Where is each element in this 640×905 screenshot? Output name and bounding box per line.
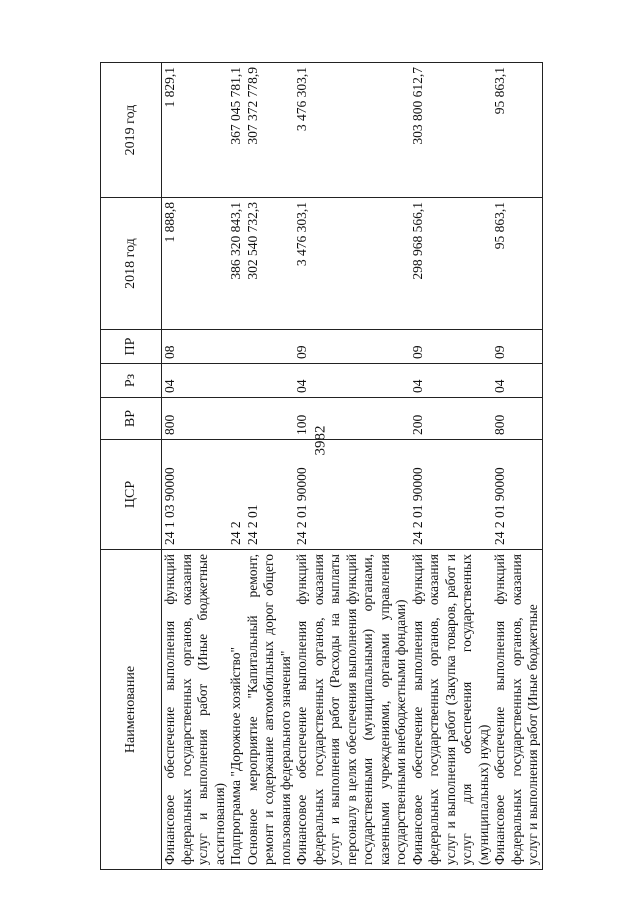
row-vr [228, 398, 245, 440]
row-vr [245, 398, 295, 440]
row-pr [228, 330, 245, 364]
row-name: Основное мероприятие "Капитальный ремонт, ремонт и содержание автомобильных дорог общего пользования федерального значения" [245, 550, 295, 870]
row-rz [228, 364, 245, 398]
rotated-page-content [100, 63, 600, 870]
row-vr: 100 [294, 398, 410, 440]
row-name: Финансовое обеспечение выполнения функций федеральных государственных органов, оказания услуг и выполнения работ (Расходы на выплаты персоналу в целях обеспечения выполнения функций государственными (муниципальными) органами, казенными учреждениями, органами управления государственными внебюджетными фондами) [294, 550, 410, 870]
row-rz: 04 [410, 364, 493, 398]
row-name: Подпрограмма "Дорожное хозяйство" [228, 550, 245, 870]
row-rz [245, 364, 295, 398]
row-2019: 95 863,1 [492, 63, 542, 198]
table-row [162, 63, 229, 870]
row-2018: 386 320 843,1 [228, 198, 245, 330]
row-csr: 24 1 03 90000 [162, 440, 229, 550]
row-2018: 1 888,8 [162, 198, 229, 330]
row-rz: 04 [492, 364, 542, 398]
row-name: Финансовое обеспечение выполнения функций федеральных государственных органов, оказания услуг и выполнения работ (Иные бюджетные ассигнования) [162, 550, 229, 870]
header-pr: ПР [101, 330, 162, 364]
row-name: Финансовое обеспечение выполнения функций федеральных государственных органов, оказания услуг и выполнения работ (Иные бюджетные [492, 550, 542, 870]
row-2018: 3 476 303,1 [294, 198, 410, 330]
row-2019: 3 476 303,1 [294, 63, 410, 198]
budget-table [100, 62, 543, 870]
row-name: Финансовое обеспечение выполнения функций федеральных государственных органов, оказания услуг и выполнения работ (Закупка товаров, работ и услуг для обеспечения государственных (муниципальных) нужд) [410, 550, 493, 870]
row-csr: 24 2 [228, 440, 245, 550]
table-row [492, 63, 542, 870]
row-2019: 367 045 781,1 [228, 63, 245, 198]
row-vr: 800 [162, 398, 229, 440]
header-csr: ЦСР [101, 440, 162, 550]
header-2019: 2019 год [101, 63, 162, 198]
row-pr: 08 [162, 330, 229, 364]
row-rz: 04 [294, 364, 410, 398]
row-vr: 200 [410, 398, 493, 440]
table-header-row [101, 63, 162, 870]
row-pr: 09 [410, 330, 493, 364]
header-rz: Рз [101, 364, 162, 398]
row-2018: 302 540 732,3 [245, 198, 295, 330]
header-vr: ВР [101, 398, 162, 440]
header-name: Наименование [101, 550, 162, 870]
table-row [294, 63, 410, 870]
row-csr: 24 2 01 90000 [410, 440, 493, 550]
row-pr [245, 330, 295, 364]
table-row [228, 63, 245, 870]
table-row [410, 63, 493, 870]
row-2018: 95 863,1 [492, 198, 542, 330]
row-rz: 04 [162, 364, 229, 398]
row-2019: 303 800 612,7 [410, 63, 493, 198]
row-vr: 800 [492, 398, 542, 440]
row-csr: 24 2 01 [245, 440, 295, 550]
row-2018: 298 968 566,1 [410, 198, 493, 330]
row-pr: 09 [294, 330, 410, 364]
row-csr: 24 2 01 90000 [294, 440, 410, 550]
row-2019: 307 372 778,9 [245, 63, 295, 198]
header-2018: 2018 год [101, 198, 162, 330]
table-row [245, 63, 295, 870]
page-number: 3982 [312, 425, 329, 456]
row-csr: 24 2 01 90000 [492, 440, 542, 550]
row-pr: 09 [492, 330, 542, 364]
row-2019: 1 829,1 [162, 63, 229, 198]
